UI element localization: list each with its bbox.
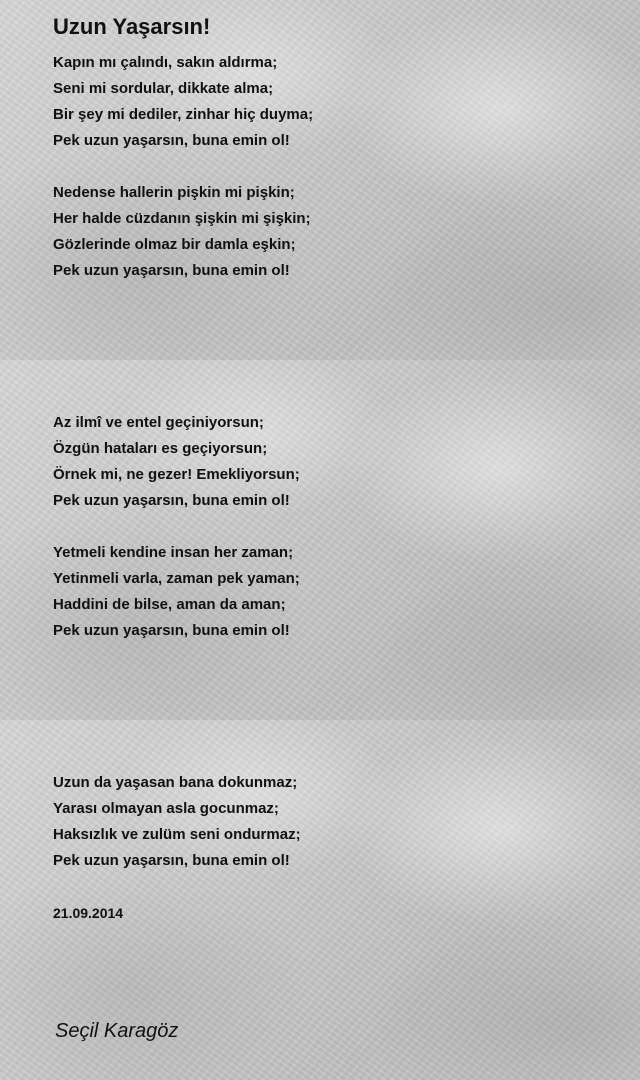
poem-line: Bir şey mi dediler, zinhar hiç duyma;	[53, 106, 314, 123]
stanza-5	[53, 770, 301, 874]
poem-author: Seçil Karagöz	[55, 1020, 179, 1042]
poem-line: Örnek mi, ne gezer! Emekliyorsun;	[53, 466, 300, 483]
poem-title: Uzun Yaşarsın!	[53, 14, 211, 39]
stanza-1	[53, 50, 313, 154]
poem-line: Her halde cüzdanın şişkin mi şişkin;	[53, 210, 311, 227]
poem-line: Yetinmeli varla, zaman pek yaman;	[53, 570, 300, 587]
poem-panel-1	[0, 0, 640, 360]
poem-line: Kapın mı çalındı, sakın aldırma;	[53, 54, 278, 71]
poem-line: Pek uzun yaşarsın, buna emin ol!	[53, 262, 290, 279]
poem-line: Özgün hataları es geçiyorsun;	[53, 440, 268, 457]
poem-line: Pek uzun yaşarsın, buna emin ol!	[53, 492, 290, 509]
poem-line: Pek uzun yaşarsın, buna emin ol!	[53, 852, 290, 869]
poem-line: Haksızlık ve zulüm seni ondurmaz;	[53, 826, 301, 843]
poem-line: Nedense hallerin pişkin mi pişkin;	[53, 184, 295, 201]
poem-line: Seni mi sordular, dikkate alma;	[53, 80, 274, 97]
poem-line: Az ilmî ve entel geçiniyorsun;	[53, 414, 264, 431]
stanza-4	[53, 540, 300, 644]
poem-line: Yetmeli kendine insan her zaman;	[53, 544, 294, 561]
poem-panel-3	[0, 720, 640, 1080]
stanza-3	[53, 410, 300, 514]
poem-line: Haddini de bilse, aman da aman;	[53, 596, 286, 613]
poem-line: Uzun da yaşasan bana dokunmaz;	[53, 774, 298, 791]
poem-line: Pek uzun yaşarsın, buna emin ol!	[53, 132, 290, 149]
poem-panel-2	[0, 360, 640, 720]
stanza-2	[53, 180, 311, 284]
poem-date: 21.09.2014	[53, 905, 124, 921]
poem-line: Gözlerinde olmaz bir damla eşkin;	[53, 236, 296, 253]
poem-line: Pek uzun yaşarsın, buna emin ol!	[53, 622, 290, 639]
poem-line: Yarası olmayan asla gocunmaz;	[53, 800, 279, 817]
